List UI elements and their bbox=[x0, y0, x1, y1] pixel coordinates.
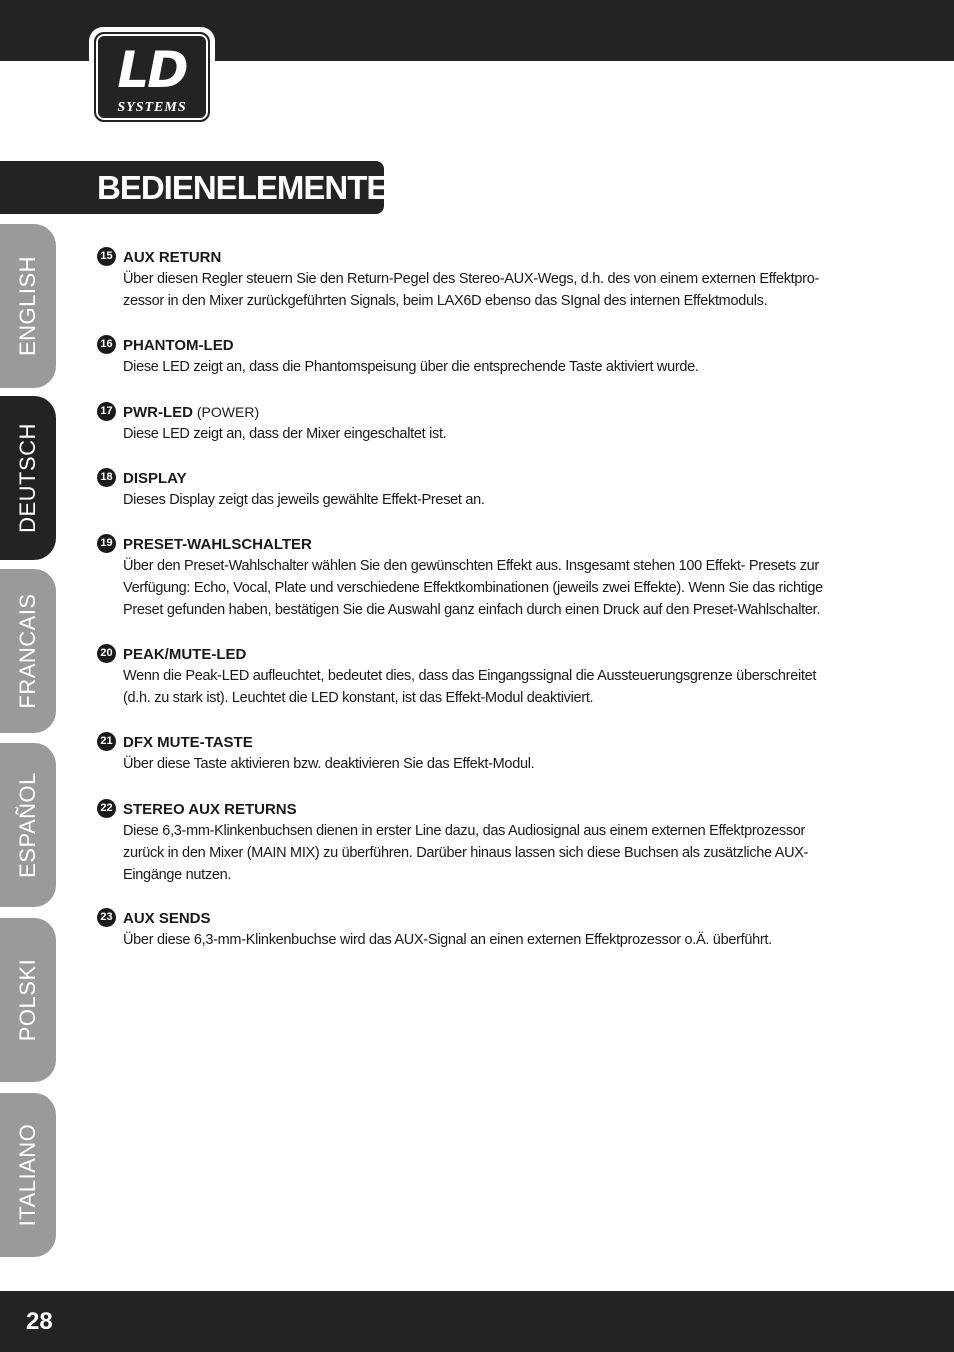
item-number-badge: 17 bbox=[97, 402, 116, 421]
body-line: Über diese 6,3-mm-Klinkenbuchse wird das AUX-Signal an einen externen Effektprozessor o.Ä. überführt. bbox=[123, 932, 772, 948]
item-number-badge: 23 bbox=[97, 908, 116, 927]
section-title: DFX MUTE-TASTE bbox=[123, 734, 253, 751]
page-title-box bbox=[0, 161, 397, 214]
body-line: Verfügung: Echo, Vocal, Plate und verschiedene Effektkombinationen (jeweils zwei Effekte). Wenn Sie das richtige bbox=[123, 580, 823, 596]
body-line: zurück in den Mixer (MAIN MIX) zu überführen. Darüber hinaus lassen sich diese Buchsen als zusätzliche AUX- bbox=[123, 845, 809, 861]
page-title bbox=[97, 161, 397, 214]
body-line: Über den Preset-Wahlschalter wählen Sie den gewünschten Effekt aus. Insgesamt stehen 100 Effekt- Presets zur bbox=[123, 558, 819, 574]
body-line: Diese LED zeigt an, dass die Phantomspeisung über die entsprechende Taste aktiviert wurde. bbox=[123, 359, 699, 375]
tab-italiano[interactable] bbox=[0, 1093, 56, 1257]
section-body bbox=[123, 489, 863, 511]
body-line: zessor in den Mixer zurückgeführten Signals, beim LAX6D ebenso das SIgnal des internen Effektmoduls. bbox=[123, 293, 768, 309]
section-body bbox=[123, 423, 863, 445]
tab-italiano-label: ITALIANO bbox=[15, 1123, 40, 1227]
body-line: Eingänge nutzen. bbox=[123, 867, 232, 883]
body-line: Über diesen Regler steuern Sie den Return-Pegel des Stereo-AUX-Wegs, d.h. des von einem externen Effektpro- bbox=[123, 271, 819, 287]
body-line: Dieses Display zeigt das jeweils gewählte Effekt-Preset an. bbox=[123, 492, 485, 508]
section-title: PWR-LED (POWER) bbox=[123, 404, 260, 421]
section-title: PHANTOM-LED bbox=[123, 337, 234, 354]
body-line: Wenn die Peak-LED aufleuchtet, bedeutet dies, dass das Eingangssignal die Aussteuerungsgrenze überschreitet bbox=[123, 668, 817, 684]
item-number-badge: 22 bbox=[97, 799, 116, 818]
body-line: Preset gefunden haben, bestätigen Sie die Auswahl ganz einfach durch einen Druck auf den Preset-Wahlschalter. bbox=[123, 602, 821, 618]
section-body bbox=[123, 820, 863, 886]
tab-english[interactable] bbox=[0, 224, 56, 388]
section-body bbox=[123, 753, 863, 775]
section-title: AUX RETURN bbox=[123, 249, 222, 266]
footer-bar bbox=[0, 1291, 954, 1352]
item-number-badge: 18 bbox=[97, 468, 116, 487]
section-body bbox=[123, 665, 863, 709]
section-title: AUX SENDS bbox=[123, 910, 211, 927]
item-number-badge: 21 bbox=[97, 732, 116, 751]
body-line: Diese 6,3-mm-Klinkenbuchsen dienen in erster Line dazu, das Audiosignal aus einem externen Effektprozessor bbox=[123, 823, 806, 839]
tab-english-label: ENGLISH bbox=[15, 255, 40, 357]
ld-systems-logo bbox=[89, 27, 215, 127]
tab-espanol[interactable] bbox=[0, 743, 56, 907]
section-title: STEREO AUX RETURNS bbox=[123, 801, 297, 818]
tab-polski[interactable] bbox=[0, 918, 56, 1082]
item-number-badge: 19 bbox=[97, 534, 116, 553]
section-body bbox=[123, 929, 863, 951]
section-title: PRESET-WAHLSCHALTER bbox=[123, 536, 312, 553]
body-line: Über diese Taste aktivieren bzw. deaktivieren Sie das Effekt-Modul. bbox=[123, 756, 535, 772]
section-body bbox=[123, 356, 863, 378]
tab-francais[interactable] bbox=[0, 569, 56, 733]
logo-frame bbox=[94, 32, 210, 122]
item-number-badge: 15 bbox=[97, 247, 116, 266]
tab-polski-label: POLSKI bbox=[15, 958, 40, 1042]
section-title: PEAK/MUTE-LED bbox=[123, 646, 247, 663]
tab-espanol-label: ESPAÑOL bbox=[15, 772, 40, 878]
logo-subtext: SYSTEMS bbox=[117, 100, 187, 115]
tab-deutsch-label: DEUTSCH bbox=[15, 423, 40, 533]
section-body bbox=[123, 555, 863, 621]
page-title-colon: : bbox=[387, 169, 397, 206]
tab-francais-label: FRANCAIS bbox=[15, 593, 40, 709]
item-number-badge: 16 bbox=[97, 335, 116, 354]
body-line: Diese LED zeigt an, dass der Mixer eingeschaltet ist. bbox=[123, 426, 447, 442]
section-title: DISPLAY bbox=[123, 470, 187, 487]
page-title-text: BEDIENELEMENTE bbox=[97, 169, 388, 206]
section-body bbox=[123, 268, 863, 312]
logo-text: LD bbox=[117, 41, 187, 99]
item-number-badge: 20 bbox=[97, 644, 116, 663]
tab-deutsch[interactable] bbox=[0, 396, 56, 560]
page-number: 28 bbox=[26, 1308, 53, 1335]
body-line: (d.h. zu stark ist). Leuchtet die LED konstant, ist das Effekt-Modul deaktiviert. bbox=[123, 690, 594, 706]
